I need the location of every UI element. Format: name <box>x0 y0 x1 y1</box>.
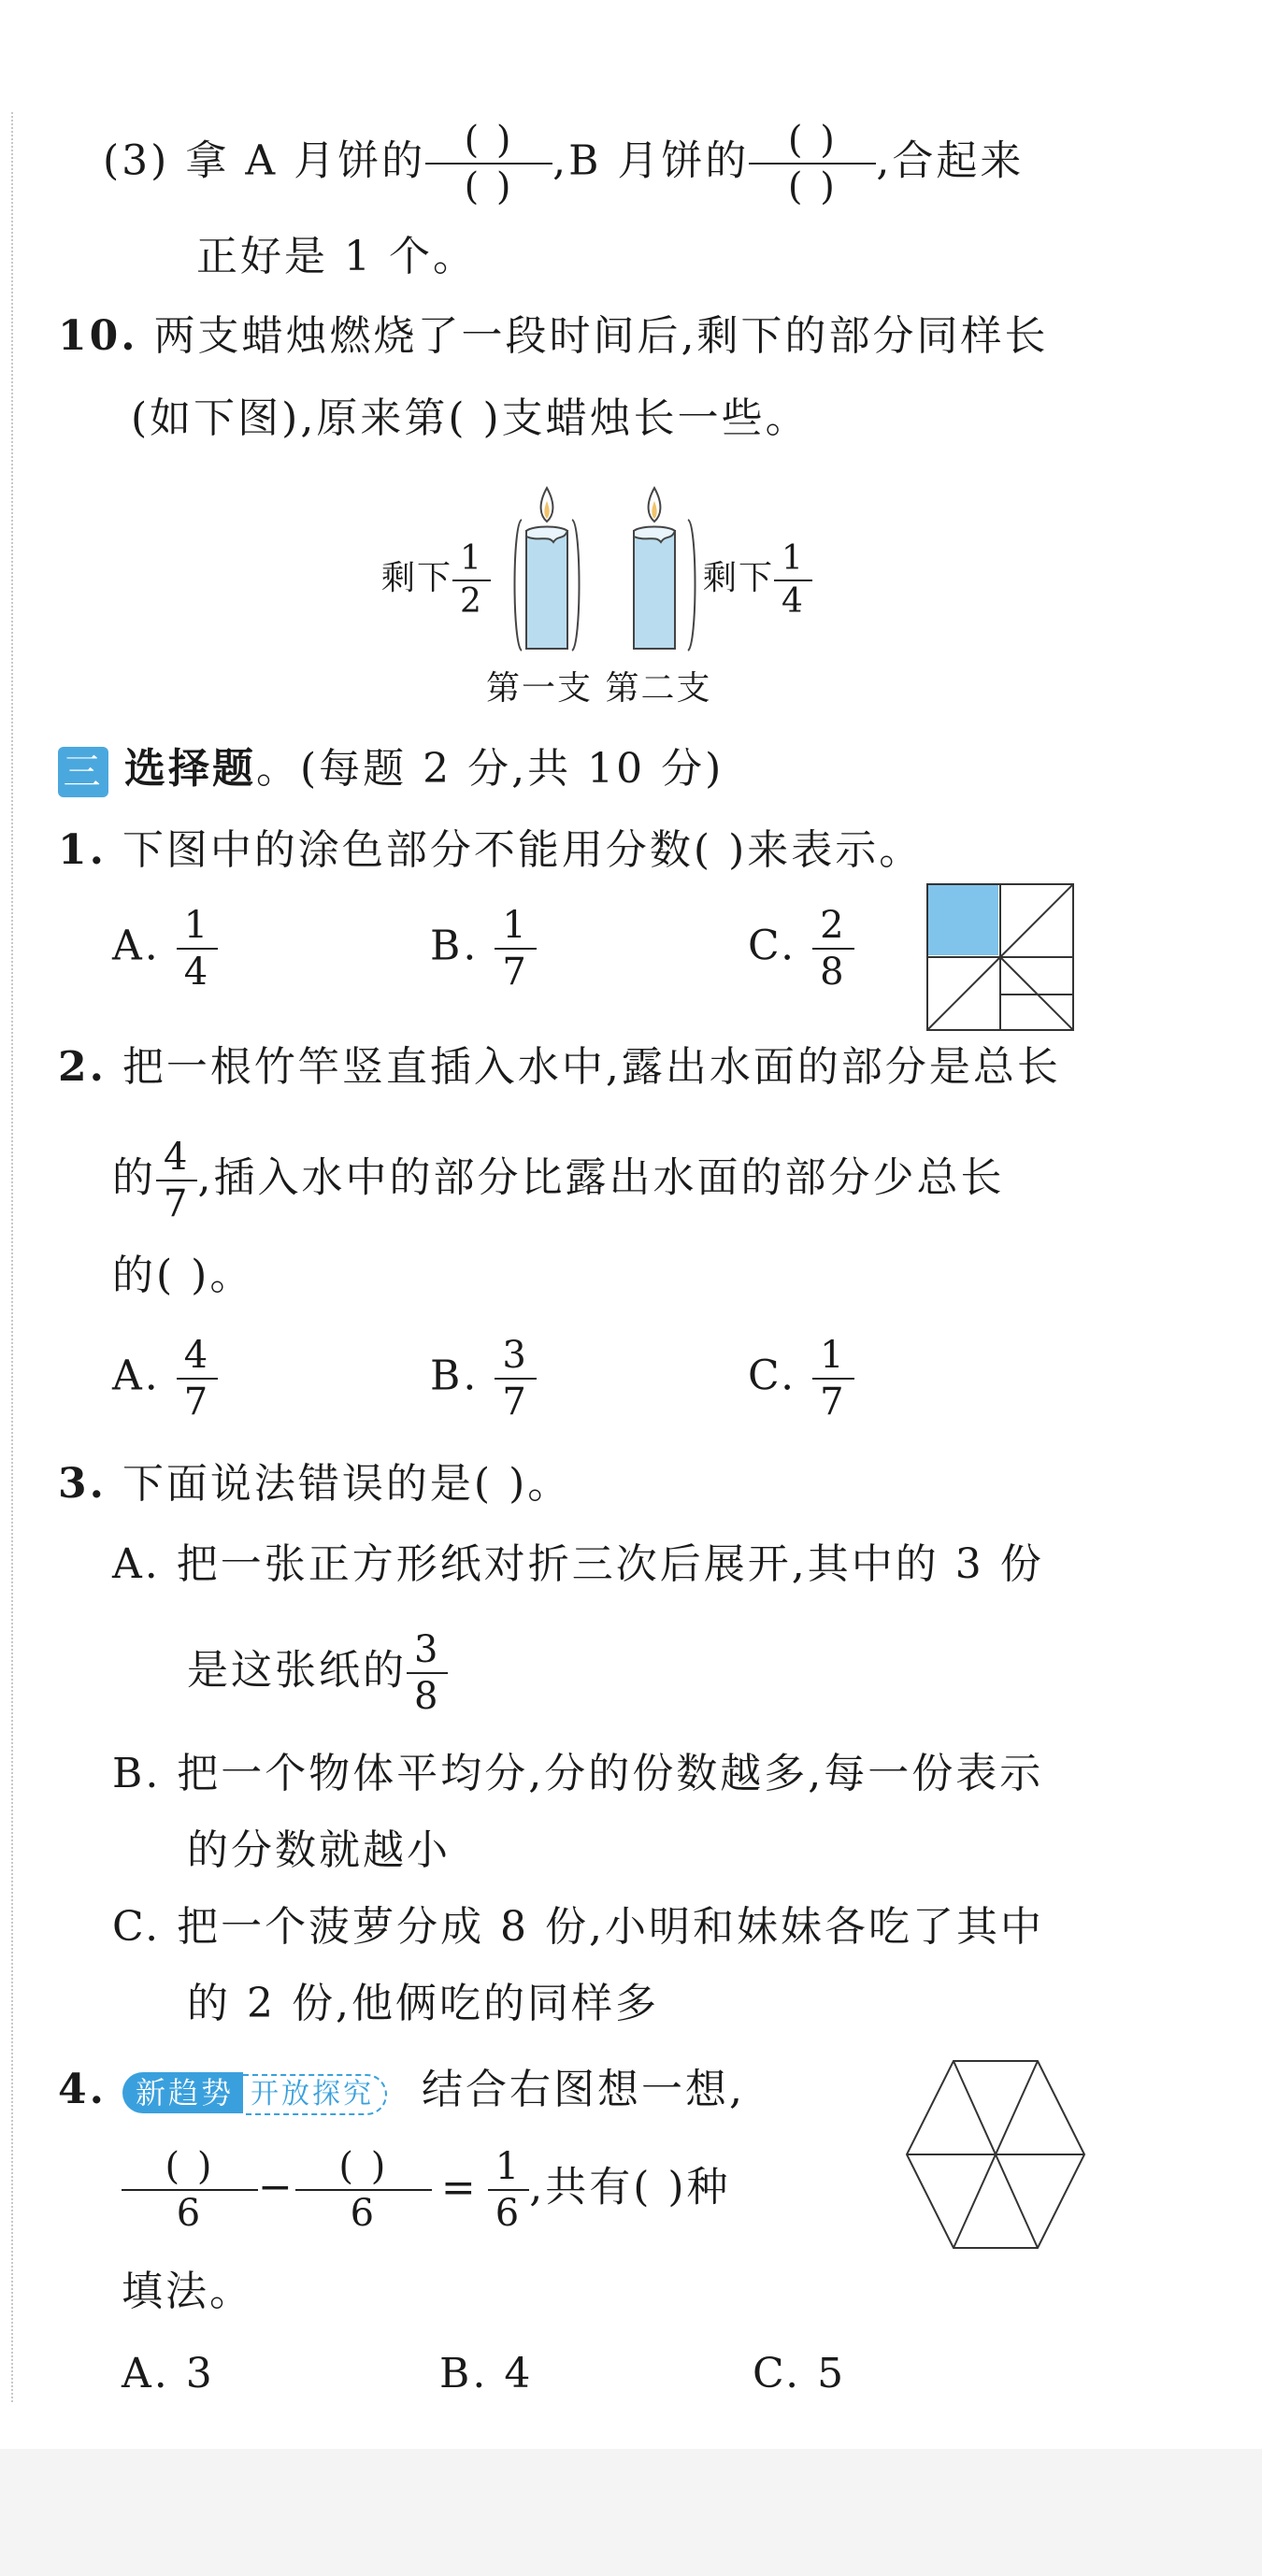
section-title: 选择题 <box>124 745 256 793</box>
q2-line2: 的 $\frac{4}{7}$ ,插入水中的部分比露出水面的部分少总长 <box>112 1136 1005 1225</box>
q4-option-c[interactable]: C. 5 <box>753 2350 847 2397</box>
q1-option-b[interactable]: B. $\frac{1}{7}$ <box>430 907 537 991</box>
candle-two <box>634 488 696 651</box>
fraction-one-quarter: $\frac{1}{4}$ <box>774 542 812 619</box>
page-bottom-area <box>0 2449 1262 2576</box>
open-explore-badge: 开放探究 <box>243 2074 387 2115</box>
q1-option-a[interactable]: A. $\frac{1}{4}$ <box>112 907 218 991</box>
q3-option-c-line2: 的 2 份,他俩吃的同样多 <box>187 1980 659 2027</box>
q1-option-c[interactable]: C. $\frac{2}{8}$ <box>748 907 854 991</box>
q1-text: 1. 下图中的涂色部分不能用分数( )来表示。 <box>58 826 924 874</box>
q4-line1: 4. 新趋势 开放探究 结合右图想一想, <box>58 2066 745 2113</box>
q10-line1: 10. 两支蜡烛燃烧了一段时间后,剩下的部分同样长 <box>58 312 1049 360</box>
shaded-square-figure <box>925 882 1084 1032</box>
q4-number: 4. <box>58 2066 107 2113</box>
q3-option-c-line1[interactable]: C. 把一个菠萝分成 8 份,小明和妹妹各吃了其中 <box>112 1903 1045 1951</box>
q2-number: 2. <box>58 1043 107 1091</box>
section-note: 。(每题 2 分,共 10 分) <box>256 745 724 793</box>
section-number-badge: 三 <box>58 747 108 797</box>
q9-3-tail: ,合起来 <box>876 136 1025 185</box>
right-remaining-label: 剩下 $\frac{1}{4}$ <box>703 542 812 619</box>
trend-badge: 新趋势 <box>122 2072 243 2113</box>
q10-number: 10. <box>58 312 138 360</box>
q9-3-a-text: A 月饼的 <box>245 136 426 185</box>
q9-3-b-text: ,B 月饼的 <box>552 136 750 185</box>
left-remaining-label: 剩下 $\frac{1}{2}$ <box>381 542 491 619</box>
margin-rule <box>11 112 13 2402</box>
q4-option-b[interactable]: B. 4 <box>439 2350 534 2397</box>
q3-option-a-line1[interactable]: A. 把一张正方形纸对折三次后展开,其中的 3 份 <box>112 1540 1044 1588</box>
q2-option-c[interactable]: C. $\frac{1}{7}$ <box>748 1337 854 1421</box>
fraction-one-sixth: $\frac{1}{6}$ <box>488 2148 529 2232</box>
fraction-one-half: $\frac{1}{2}$ <box>452 542 491 619</box>
section-header <box>58 741 724 797</box>
q3-option-b-line1[interactable]: B. 把一个物体平均分,分的份数越多,每一份表示 <box>112 1750 1044 1797</box>
q4-line3: 填法。 <box>122 2268 253 2315</box>
q3-number: 3. <box>58 1460 107 1508</box>
candle-caption: 第一支 第二支 <box>486 669 712 708</box>
candle-one <box>515 488 580 651</box>
q9-3-line1 <box>103 119 1025 208</box>
q2-line1: 2. 把一根竹竿竖直插入水中,露出水面的部分是总长 <box>58 1043 1061 1091</box>
fraction-four-sevenths: $\frac{4}{7}$ <box>156 1138 197 1223</box>
q2-option-a[interactable]: A. $\frac{4}{7}$ <box>112 1337 218 1421</box>
q1-number: 1. <box>58 826 107 874</box>
fraction-three-eighths: $\frac{3}{8}$ <box>407 1631 448 1715</box>
blank-fraction-1[interactable]: $\frac{( )}{6}$ <box>122 2148 258 2232</box>
q4-option-a[interactable]: A. 3 <box>122 2350 215 2397</box>
q3-option-b-line2: 的分数就越小 <box>187 1826 451 1874</box>
q10-line2: (如下图),原来第( )支蜡烛长一些。 <box>131 394 810 442</box>
blank-fraction-b[interactable]: $\frac{( )}{( )}$ <box>749 122 876 206</box>
q3-option-a-line2: 是这张纸的 $\frac{3}{8}$ <box>187 1631 448 1715</box>
blank-fraction-a[interactable]: $\frac{( )}{( )}$ <box>425 122 552 206</box>
q4-equation: $\frac{( )}{6}$ − $\frac{( )}{6}$ = $\frac{1}{6}$ ,共有( )种 <box>122 2148 731 2232</box>
q2-option-b[interactable]: B. $\frac{3}{7}$ <box>430 1337 537 1421</box>
q3-text: 3. 下面说法错误的是( )。 <box>58 1460 572 1508</box>
candle-figure <box>374 467 860 738</box>
hexagon-figure <box>902 2056 1089 2253</box>
q9-3-label: (3) 拿 <box>103 136 230 185</box>
blank-fraction-2[interactable]: $\frac{( )}{6}$ <box>295 2148 432 2232</box>
q9-3-line2: 正好是 1 个。 <box>196 233 477 280</box>
q2-line3: 的( )。 <box>112 1252 254 1299</box>
